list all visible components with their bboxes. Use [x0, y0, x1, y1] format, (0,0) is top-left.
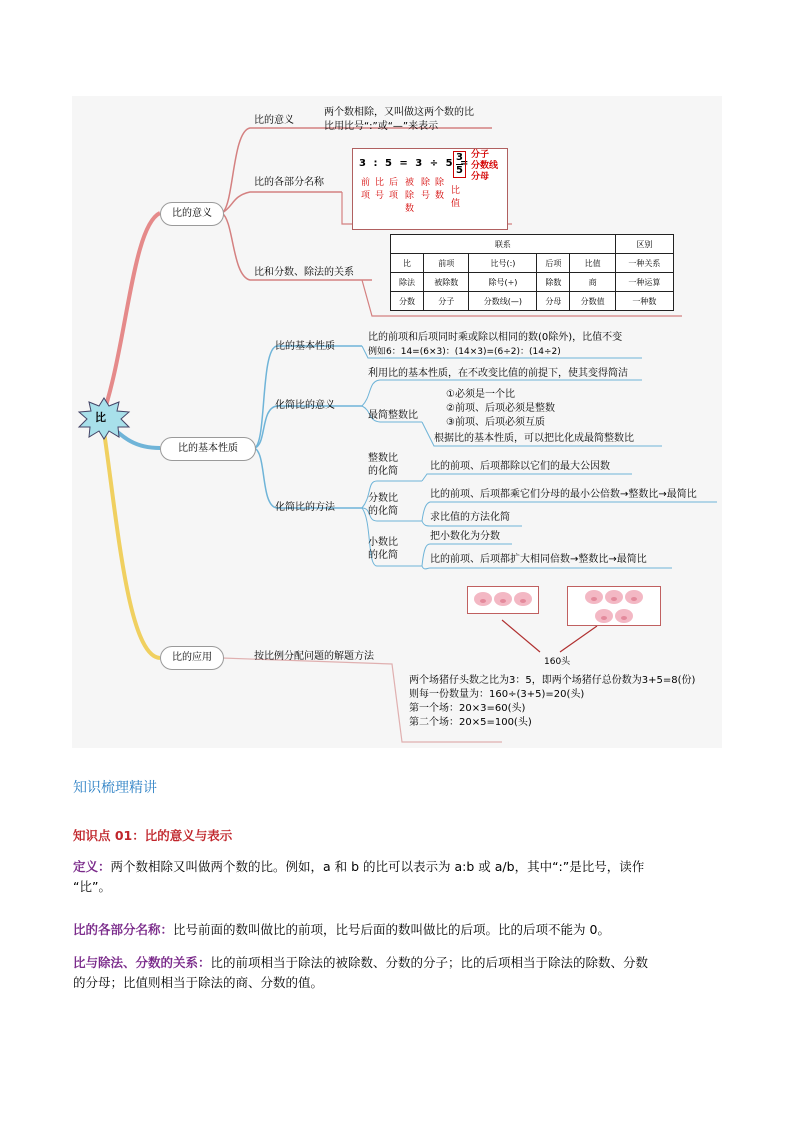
- rule-1: ①必须是一个比: [446, 389, 515, 400]
- branch-meaning: 比的意义: [160, 202, 224, 226]
- simplest-ratio-text: 根据比的基本性质，可以把比化成最简整数比: [434, 433, 634, 444]
- sub-distribution-method: 按比例分配问题的解题方法: [254, 651, 374, 662]
- method-fraction: 分数比 的化简: [368, 493, 398, 517]
- method-decimal-text-2: 比的前项、后项都扩大相同倍数→整数比→最简比: [430, 554, 647, 565]
- method-fraction-text-2: 求比值的方法化简: [430, 512, 510, 523]
- definition-label: 定义：: [73, 859, 111, 874]
- sub-meaning: 比的意义: [254, 115, 294, 126]
- label-dividend: 被除数: [405, 178, 415, 214]
- farm-1-pigs-icon: [467, 586, 539, 614]
- parts-diagram: [352, 148, 508, 230]
- label-front-term: 前项: [361, 178, 371, 201]
- sub-parts: 比的各部分名称: [254, 177, 324, 188]
- table-row: 比 前项 比号(:) 后项 比值 一种关系: [391, 254, 674, 273]
- solution-line-4: 第二个场：20×5=100(头): [409, 717, 532, 728]
- sub-relation: 比和分数、除法的关系: [254, 267, 354, 278]
- property-text-1: 比的前项和后项同时乘或除以相同的数(0除外)，比值不变: [368, 332, 623, 343]
- label-divisor: 除数: [435, 178, 445, 201]
- sub-simplify-methods: 化简比的方法: [275, 502, 335, 513]
- parts-label: 比的各部分名称：: [73, 922, 174, 937]
- farm-2-pigs-icon: [567, 586, 661, 626]
- solution-line-2: 则每一份数量为：160÷(3+5)=20(头): [409, 689, 585, 700]
- label-fraction-bar: 分数线: [471, 161, 499, 171]
- pig-total-label: 160头: [544, 657, 571, 667]
- branch-application: 比的应用: [160, 646, 224, 670]
- rule-3: ③前项、后项必须互质: [446, 417, 545, 428]
- table-head-diff: 区别: [615, 235, 673, 254]
- definition-paragraph: [73, 857, 723, 897]
- table-row: 分数 分子 分数线(—) 分母 分数值 一种数: [391, 292, 674, 311]
- relation-label: 比与除法、分数的关系：: [73, 955, 211, 970]
- table-head-link: 联系: [391, 235, 616, 254]
- label-ratio-value: 比值: [451, 186, 461, 209]
- knowledge-point-title: 知识点 01：比的意义与表示: [73, 828, 233, 843]
- property-text-2: 例如6：14=(6×3)：(14×3)=(6÷2)：(14÷2): [368, 347, 561, 357]
- rule-2: ②前项、后项必须是整数: [446, 403, 555, 414]
- method-decimal-text-1: 把小数化为分数: [430, 531, 500, 542]
- fraction-box: 3 5: [453, 151, 466, 178]
- label-ratio-sign: 比号: [375, 178, 385, 201]
- sub-simplify-meaning: 化简比的意义: [275, 400, 335, 411]
- relation-text: 比的前项相当于除法的被除数、分数的分子；比的后项相当于除法的除数、分数: [210, 955, 649, 970]
- relation-paragraph: [73, 953, 723, 993]
- definition-text: 两个数相除又叫做两个数的比。例如，a 和 b 的比可以表示为 a:b 或 a/b，其中“:”是比号，读作: [110, 859, 645, 874]
- relation-table: [390, 234, 674, 311]
- method-fraction-text-1: 比的前项、后项都乘它们分母的最小公倍数→整数比→最简比: [430, 489, 697, 500]
- sub-basic-property: 比的基本性质: [275, 341, 335, 352]
- parts-expression: 3 : 5 = 3 ÷ 5 =: [359, 158, 469, 169]
- parts-paragraph: [73, 920, 723, 940]
- sub-simplest-ratio: 最简整数比: [368, 410, 418, 421]
- parts-text: 比号前面的数叫做比的前项，比号后面的数叫做比的后项。比的后项不能为 0。: [173, 922, 610, 937]
- definition-text-cont: “比”。: [73, 879, 111, 894]
- simplify-meaning-text: 利用比的基本性质，在不改变比值的前提下，使其变得简洁: [368, 368, 628, 379]
- relation-text-cont: 的分母；比值则相当于除法的商、分数的值。: [73, 975, 324, 990]
- label-div-sign: 除号: [421, 178, 431, 201]
- branch-basic-property: 比的基本性质: [160, 437, 256, 461]
- label-denominator: 分母: [471, 172, 490, 182]
- solution-line-3: 第一个场：20×3=60(头): [409, 703, 526, 714]
- meaning-text-2: 比用比号“:”或“—”来表示: [324, 121, 439, 132]
- method-decimal: 小数比 的化简: [368, 537, 398, 561]
- meaning-text-1: 两个数相除，又叫做这两个数的比: [324, 107, 474, 118]
- solution-line-1: 两个场猪仔头数之比为3：5，即两个场猪仔总份数为3+5=8(份): [409, 675, 696, 686]
- root-label: 比: [95, 411, 106, 424]
- table-row: 除法 被除数 除号(÷) 除数 商 一种运算: [391, 273, 674, 292]
- label-back-term: 后项: [389, 178, 399, 201]
- method-integer-text: 比的前项、后项都除以它们的最大公因数: [430, 461, 610, 472]
- label-numerator: 分子: [471, 150, 490, 160]
- mind-map: [72, 96, 722, 748]
- method-integer: 整数比 的化简: [368, 453, 398, 477]
- section-heading: 知识梳理精讲: [73, 780, 157, 796]
